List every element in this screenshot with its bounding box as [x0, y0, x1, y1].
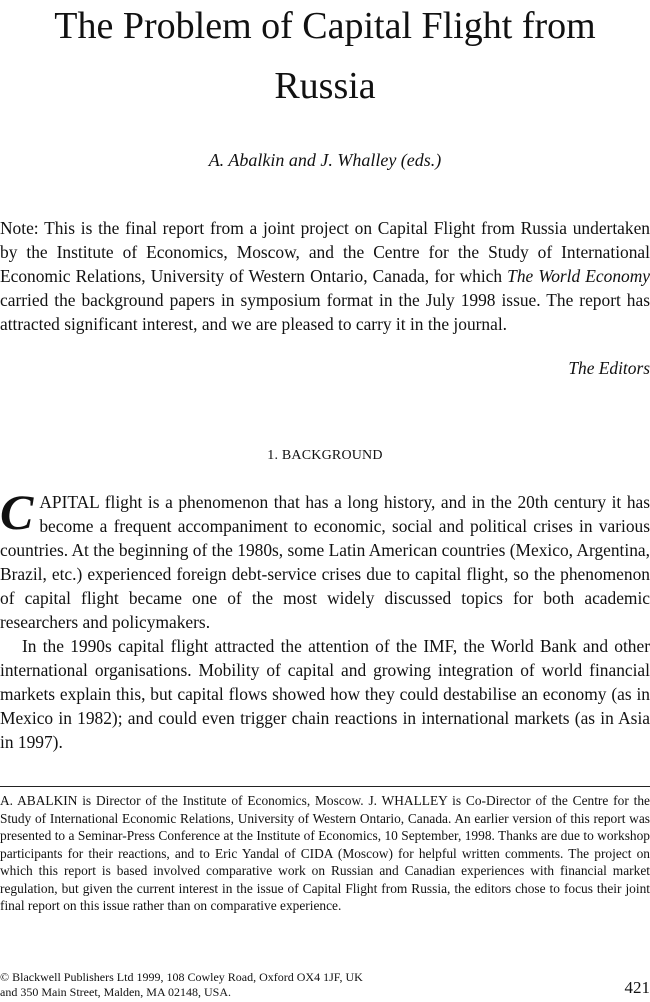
- editors-note: [0, 216, 650, 336]
- copyright-icon: ©: [0, 970, 10, 984]
- note-text-end: carried the background papers in symposium format in the July 1998 issue. The report has attracted significant interest, and we are pleased to carry it in the journal.: [0, 290, 650, 334]
- publisher-line-1: [0, 970, 363, 985]
- publisher-line-2: and 350 Main Street, Malden, MA 02148, USA.: [0, 985, 231, 999]
- article-authors: A. Abalkin and J. Whalley (eds.): [208, 150, 442, 170]
- note-text-start: Note: This is the final report from a joint project on Capital Flight from Russia undertaken by the Institute of Economics, Moscow, and the Centre for the Study of International Economic Relations, University of Western Ontario, Canada, for which: [0, 218, 650, 286]
- page-number: 421: [624, 978, 650, 997]
- editors-note-text: [0, 216, 650, 336]
- editors-signature: The Editors: [568, 358, 650, 378]
- paragraph-1-text: APITAL flight is a phenomenon that has a long history, and in the 20th century it has become a frequent accompaniment to economic, social and political crises in various countries. At the beginning of the 1980s, some Latin American countries (Mexico, Argentina, Brazil, etc.) experienced foreign debt-service crises due to capital flight, so the phenomenon of capital flight became one of the most widely discussed topics for both academic researchers and policymakers.: [0, 492, 650, 632]
- body-paragraph-2: In the 1990s capital flight attracted the attention of the IMF, the World Bank and other international organisations. Mobility of capital and growing integration of world financial markets explain this, but capital flows showed how they could destabilise an economy (as in Mexico in 1982); and could even trigger chain reactions in international markets (as in Asia in 1997).: [0, 636, 650, 752]
- footnote-text: A. ABALKIN is Director of the Institute of Economics, Moscow. J. WHALLEY is Co-Director of the Centre for the Study of International Economic Relations, University of Western Ontario, Canada. An earlier version of this report was presented to a Seminar-Press Conference at the Institute of Economics, 10 September, 1998. Thanks are due to workshop participants for their reactions, and to Eric Yandal of CIDA (Moscow) for helpful written comments. The project on which this report is based involved comparative work on Russian and Canadian experiences with financial market regulation, but given the current interest in the issue of Capital Flight from Russia, the editors chose to focus their joint final report on this issue rather than on comparative experience.: [0, 793, 650, 913]
- section-heading: 1. BACKGROUND: [267, 448, 383, 463]
- article-title: The Problem of Capital Flight from Russia: [54, 5, 596, 107]
- section-body: [0, 484, 650, 754]
- drop-cap: C: [0, 484, 34, 540]
- body-paragraph-1: [0, 484, 650, 634]
- journal-name: The World Economy: [507, 266, 650, 286]
- footnote-divider: [0, 786, 650, 787]
- author-footnote: [0, 792, 650, 915]
- publisher-address-1: Blackwell Publishers Ltd 1999, 108 Cowley Road, Oxford OX4 1JF, UK: [9, 970, 363, 984]
- publisher-notice: [0, 970, 363, 1000]
